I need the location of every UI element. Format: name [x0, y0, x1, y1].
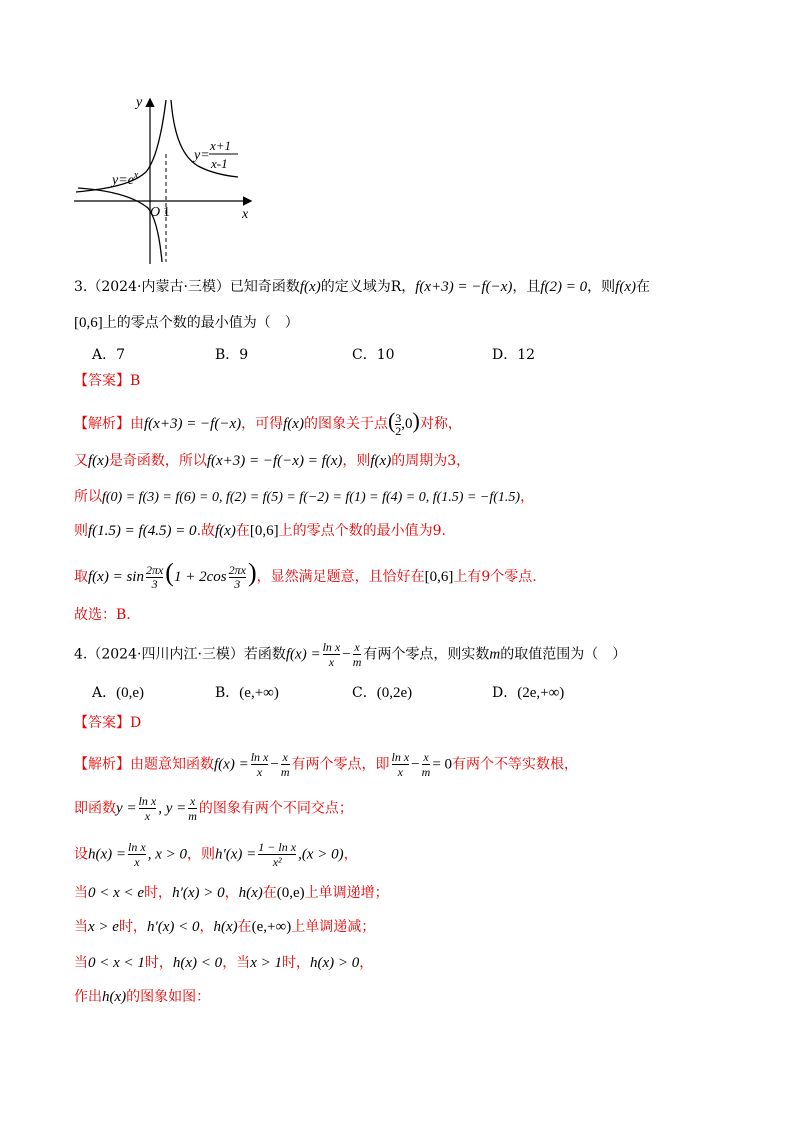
q4-analysis-line2: 即函数y = $\frac{\text{ln x}}{x}$ , y = $\frac{x}{m}$ 的图象有两个不同交点； [74, 794, 353, 823]
q3-analysis-line2: 又f(x)是奇函数，所以f(x+3) = −f(−x) = f(x)，则f(x)的周期为3， [74, 453, 471, 469]
q3-option-b: B．9 [215, 347, 249, 363]
q4-option-b: B．(e,+∞) [215, 685, 279, 701]
q4-analysis-line1: 【解析】由题意知函数f(x) = $\frac{\text{ln x}}{x}$ − $\frac{x}{m}$ 有两个零点，即 $\frac{\text{ln x}}{x}$ − $\frac{x}{m}$ = 0有两个不等实数根， [74, 750, 579, 779]
q4-analysis-line6: 当0 < x < 1时，h(x) < 0，当x > 1时，h(x) > 0， [74, 955, 374, 971]
q3-number: 3. [74, 279, 88, 295]
q4-stem: 4.（2024·四川内江·三模）若函数f(x) = $\frac{\text{ln x}}{x}$ − $\frac{x}{m}$ 有两个零点，则实数m的取值范围为（ ） [74, 640, 627, 669]
function-graph [68, 92, 258, 267]
q4-answer: 【答案】D [74, 715, 142, 731]
q4-analysis-line4: 当0 < x < e时，h′(x) > 0，h(x)在(0,e)上单调递增； [74, 885, 389, 901]
x-axis-label: x [242, 207, 249, 222]
q3-stem-line1: 3.（2024·内蒙古·三模）已知奇函数f(x)的定义域为R，f(x+3) = −f(−x)，且f(2) = 0，则f(x)在 [74, 279, 650, 295]
q4-analysis-line7: 作出h(x)的图象如图： [74, 989, 211, 1005]
q4-analysis-line3: 设h(x) = $\frac{\text{ln x}}{x}$ , x > 0，则h′(x) = $\frac{\text{1 − ln x}}{\text{x²}}$ ,(x > 0)， [74, 840, 358, 869]
q3-answer: 【答案】B [74, 373, 141, 389]
q3-analysis-line4: 则f(1.5) = f(4.5) = 0.故f(x)在[0,6]上的零点个数的最小值为9. [74, 523, 446, 539]
y-axis-label: y [136, 95, 143, 110]
q4-option-d: D．(2e,+∞) [492, 685, 565, 701]
q4-analysis-line5: 当x > e时，h′(x) < 0，h(x)在(e,+∞)上单调递减； [74, 919, 376, 935]
origin-label: O [150, 205, 161, 220]
rational-label-num: x+1 [210, 138, 232, 153]
rational-label-prefix: y= [194, 148, 210, 163]
q3-analysis-line5: 取f(x) = sin $\frac{2\pi x}{3}$ (1 + 2cos $\frac{2\pi x}{3}$ )，显然满足题意，且恰好在[0,6]上有9个零点. [74, 558, 537, 591]
q3-source: （2024·内蒙古·三模） [87, 279, 230, 295]
q3-analysis-line1: 【解析】由f(x+3) = −f(−x)，可得f(x)的图象关于点( $\frac{3}{2}$ ,0)对称， [74, 408, 462, 438]
rational-label-den: x-1 [211, 156, 228, 171]
q3-analysis-line3: 所以f(0) = f(3) = f(6) = 0, f(2) = f(5) = f(−2) = f(1) = f(4) = 0, f(1.5) = −f(1.5)， [74, 489, 535, 505]
one-label: 1 [163, 205, 170, 220]
q3-analysis-line6: 故选：B. [74, 607, 131, 623]
rational-left-branch [78, 188, 162, 262]
q3-option-a: A．7 [92, 347, 126, 363]
q4-option-a: A．(0,e) [92, 685, 145, 701]
q4-option-c: C．(0,2e) [352, 685, 413, 701]
q3-option-c: C．10 [352, 347, 395, 363]
q3-stem-line2: [0,6]上的零点个数的最小值为（ ） [74, 315, 299, 331]
q3-option-d: D．12 [492, 347, 536, 363]
exp-label: $y=e^x$ [112, 170, 139, 188]
